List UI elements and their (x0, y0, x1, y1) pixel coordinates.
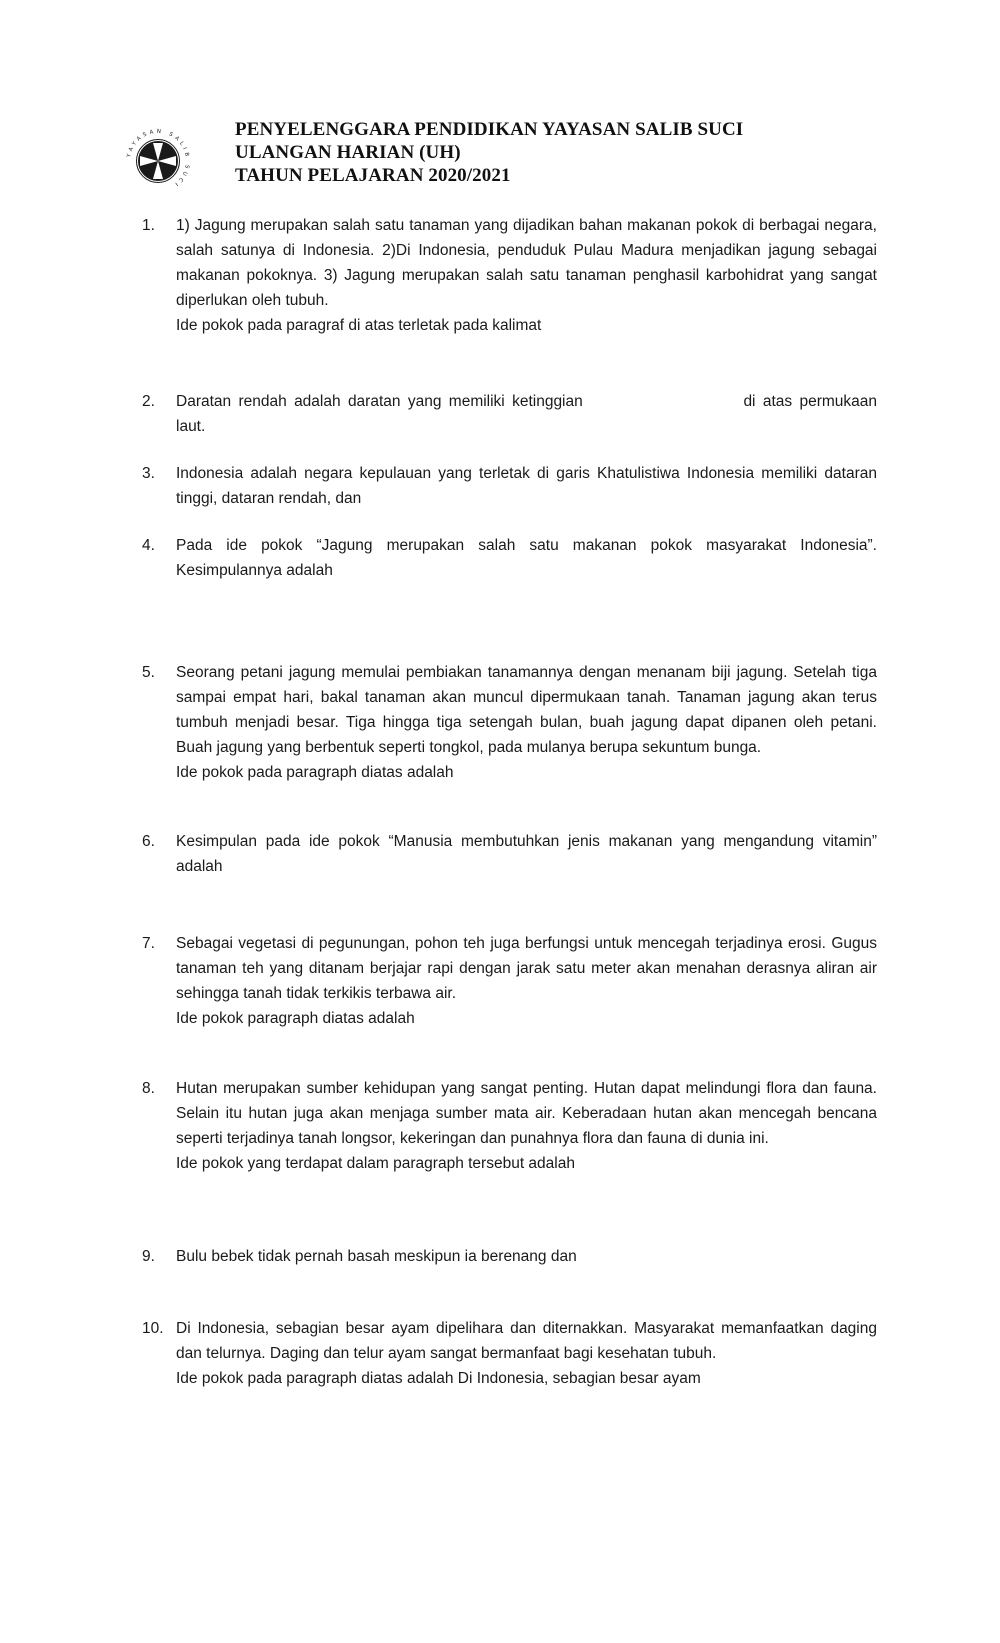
question-text: Daratan rendah adalah daratan yang memiliki ketinggian (176, 393, 583, 410)
question-7 (142, 931, 877, 1031)
question-number: 6. (142, 833, 155, 850)
question-number: 3. (142, 465, 155, 482)
question-number: 10. (142, 1320, 164, 1337)
question-text: Pada ide pokok “Jagung merupakan salah satu makanan pokok masyarakat Indonesia”. Kesimpulannya adalah (176, 537, 877, 579)
question-text: Kesimpulan pada ide pokok “Manusia membutuhkan jenis makanan yang mengandung vitamin” adalah (176, 833, 877, 875)
question-number: 1. (142, 217, 155, 234)
question-text: Di Indonesia, sebagian besar ayam dipelihara dan diternakkan. Masyarakat memanfaatkan daging dan telurnya. Daging dan telur ayam sangat bermanfaat bagi kesehatan tubuh. (176, 1320, 877, 1362)
question-prompt: Ide pokok pada paragraph diatas adalah (176, 764, 454, 781)
question-2 (142, 389, 877, 439)
question-prompt: Ide pokok yang terdapat dalam paragraph tersebut adalah (176, 1155, 575, 1172)
question-text: Seorang petani jagung memulai pembiakan tanamannya dengan menanam biji jagung. Setelah tiga sampai empat hari, bakal tanaman akan muncul dipermukaan tanah. Tanaman jagung akan terus tumbuh menjadi besar. Tiga hingga tiga setengah bulan, buah jagung dapat dipanen oleh petani. Buah jagung yang berbentuk seperti tongkol, pada mulanya berupa sekuntum bunga. (176, 664, 877, 756)
logo-ring-text: YAYASAN SALIB SUCI (126, 128, 191, 189)
yayasan-salib-suci-logo (125, 128, 191, 194)
question-text: 1) Jagung merupakan salah satu tanaman yang dijadikan bahan makanan pokok di berbagai negara, salah satunya di Indonesia. 2)Di Indonesia, penduduk Pulau Madura menjadikan jagung sebagai makanan pokoknya. 3) Jagung merupakan salah satu tanaman penghasil karbohidrat yang sangat diperlukan oleh tubuh. (176, 217, 877, 309)
question-number: 7. (142, 935, 155, 952)
question-8 (142, 1076, 877, 1176)
question-text: Bulu bebek tidak pernah basah meskipun ia berenang dan (176, 1248, 577, 1265)
question-text: Indonesia adalah negara kepulauan yang terletak di garis Khatulistiwa Indonesia memiliki dataran tinggi, dataran rendah, dan (176, 465, 877, 507)
question-number: 4. (142, 537, 155, 554)
question-number: 9. (142, 1248, 155, 1265)
question-5 (142, 660, 877, 785)
question-prompt: Ide pokok paragraph diatas adalah (176, 1010, 415, 1027)
question-number: 8. (142, 1080, 155, 1097)
header-exam-type: ULANGAN HARIAN (UH) (235, 142, 461, 163)
question-number: 2. (142, 393, 155, 410)
question-text: Sebagai vegetasi di pegunungan, pohon teh juga berfungsi untuk mencegah terjadinya erosi. Gugus tanaman teh yang ditanam berjajar rapi dengan jarak satu meter akan menahan derasnya aliran air sehingga tanah tidak terkikis terbawa air. (176, 935, 877, 1002)
question-prompt: Ide pokok pada paragraph diatas adalah Di Indonesia, sebagian besar ayam (176, 1370, 701, 1387)
question-6 (142, 829, 877, 879)
document-header (125, 112, 885, 196)
header-school-year: TAHUN PELAJARAN 2020/2021 (235, 165, 511, 186)
question-4 (142, 533, 877, 583)
header-titles (235, 118, 743, 187)
question-number: 5. (142, 664, 155, 681)
question-text: Hutan merupakan sumber kehidupan yang sangat penting. Hutan dapat melindungi flora dan fauna. Selain itu hutan juga akan menjaga sumber mata air. Keberadaan hutan akan mencegah bencana seperti terjadinya tanah longsor, kekeringan dan punahnya flora dan fauna di dunia ini. (176, 1080, 877, 1147)
question-text-continued: di atas permukaan laut. (176, 393, 878, 435)
question-prompt: Ide pokok pada paragraf di atas terletak pada kalimat (176, 317, 542, 334)
question-1 (142, 213, 877, 338)
question-9 (142, 1244, 877, 1269)
question-3 (142, 461, 877, 511)
header-organization: PENYELENGGARA PENDIDIKAN YAYASAN SALIB SUCI (235, 119, 744, 140)
question-10 (142, 1316, 877, 1391)
